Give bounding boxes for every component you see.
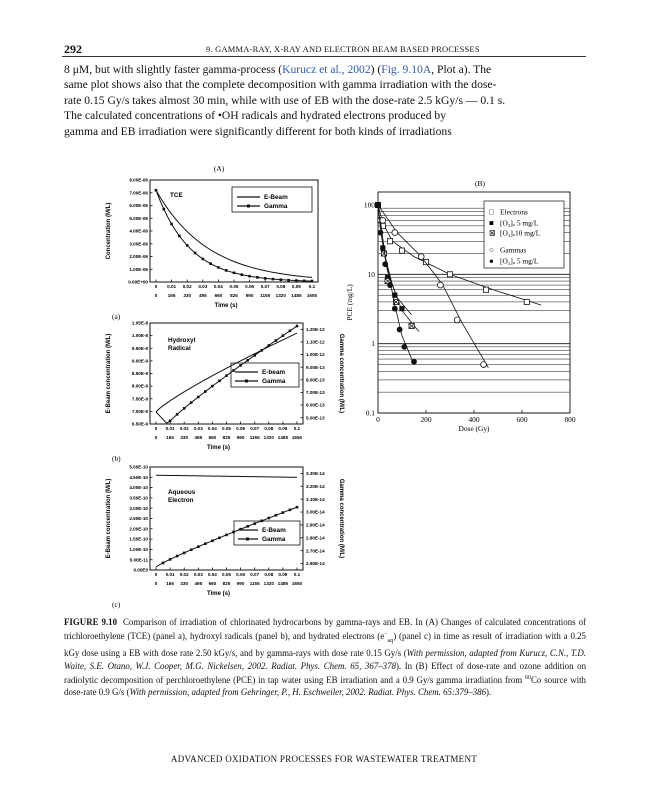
y-tick-right-label: 2.90E-14 (306, 522, 325, 528)
marker-electrons (483, 287, 488, 292)
citation-link[interactable]: Kurucz et al., 2002 (282, 63, 371, 76)
y-tick-right-label: 3.20E-14 (306, 483, 325, 489)
b-y-axis-label: PCE (mg/L) (345, 284, 354, 321)
y-axis-right-label: Gamma concentration (M/L) (338, 478, 344, 559)
x-tick-label-top: 0.04 (207, 572, 217, 577)
x-axis-label: Time (s) (207, 591, 230, 597)
y-axis-label: Concentration (M/L) (106, 202, 112, 260)
gamma-marker (287, 279, 290, 282)
y-tick-label: 4.00E-10 (129, 485, 148, 491)
gamma-marker (282, 511, 285, 514)
gamma-marker (194, 252, 197, 255)
legend-gamma-label: Gamma (264, 203, 288, 210)
y-tick-right-label: 6.00E-13 (306, 402, 325, 408)
b-legend-symbol: ○ (489, 245, 494, 255)
x-tick-label-top: 0.09 (291, 284, 301, 289)
marker-gammas (418, 254, 424, 260)
x-tick-label-top: 0.05 (229, 284, 239, 289)
x-tick-label-top: 0.09 (278, 426, 288, 431)
x-tick-label-bottom: 825 (230, 293, 238, 298)
x-tick-label-top: 0.05 (222, 426, 231, 431)
x-tick-label-top: 0.1 (308, 284, 316, 289)
b-x-tick-label: 0 (376, 415, 380, 424)
b-legend-label: Gammas (500, 245, 527, 255)
gamma-marker (275, 339, 278, 342)
gamma-marker (248, 275, 251, 278)
y-axis-right-label: Gamma concentration (M/L) (338, 333, 344, 414)
gamma-marker (296, 325, 299, 328)
footer: ADVANCED OXIDATION PROCESSES FOR WASTEWATER TREATMENT (170, 754, 478, 764)
y-tick-right-label: 3.00E-14 (306, 509, 325, 515)
gamma-marker (178, 235, 181, 238)
x-tick-label-bottom: 0 (154, 435, 158, 440)
gamma-marker (163, 208, 166, 211)
gamma-marker (169, 558, 172, 561)
x-axis-label: Time (s) (207, 445, 230, 451)
x-tick-label-bottom: 1320 (263, 435, 274, 440)
x-tick-label-bottom: 990 (245, 293, 254, 298)
y-tick-right-label: 2.70E-14 (306, 548, 325, 554)
x-tick-label-bottom: 1485 (291, 293, 302, 298)
gamma-marker (232, 531, 235, 534)
b-y-tick-label: 0.1 (365, 408, 375, 418)
x-tick-label-top: 0.08 (276, 284, 286, 289)
y-tick-label: 3.00E-06 (129, 241, 148, 247)
y-tick-label: 2.50E-10 (129, 516, 148, 522)
gamma-marker (295, 279, 298, 282)
gamma-marker (218, 536, 221, 539)
y-tick-label: 9.50E-9 (131, 345, 148, 351)
figure-link[interactable]: Fig. 9.10A (381, 63, 432, 76)
legend-ebeam-label: E-Beam (264, 194, 288, 201)
gamma-marker (225, 534, 228, 537)
b-y-tick-label: 1 (371, 339, 375, 349)
y-tick-right-label: 9.00E-13 (306, 364, 325, 370)
y-tick-right-label: 1.10E-12 (306, 339, 325, 345)
gamma-marker (246, 359, 249, 362)
x-tick-label-top: 0.04 (207, 426, 217, 431)
gamma-marker (253, 522, 256, 525)
x-tick-label-bottom: 990 (236, 435, 245, 440)
x-tick-label-top: 0.03 (198, 284, 208, 289)
b-legend-symbol: ● (489, 256, 494, 266)
gamma-marker (204, 390, 207, 393)
y-axis-label: E-Beam concentration (M/L) (106, 478, 112, 559)
marker-gammas-o3-5 (378, 230, 384, 236)
gamma-marker (260, 519, 263, 522)
y-axis-label: E-Beam concentration (M/L) (106, 333, 112, 414)
marker-electrons (387, 239, 392, 244)
panel-b-label: (B) (474, 179, 486, 188)
page-number: 292 (64, 42, 82, 56)
sub-panel-label: (a) (112, 312, 121, 321)
gamma-marker (209, 262, 212, 265)
x-tick-label-top: 0.06 (245, 284, 255, 289)
y-tick-label: 5.00E-10 (129, 464, 148, 470)
legend-gamma-marker (245, 380, 248, 383)
legend-gamma-label: Gamma (262, 378, 286, 385)
legend-gamma-marker (247, 205, 250, 208)
y-tick-label: 8.50E-9 (131, 371, 148, 377)
y-tick-label: 4.50E-10 (129, 474, 148, 480)
b-legend-label: Electrons (500, 207, 528, 217)
b-legend-label: [O₃]ₒ 5 mg/L (500, 218, 539, 228)
marker-gammas (454, 317, 460, 323)
curve-name-tce: TCE (170, 192, 183, 199)
y-tick-label: 1.50E-10 (129, 536, 148, 542)
x-tick-label-bottom: 1485 (277, 581, 289, 586)
curve-name-electron-2: Electron (168, 497, 194, 504)
y-tick-label: 5.00E-06 (129, 215, 148, 221)
x-tick-label-bottom: 1155 (249, 435, 260, 440)
b-y-tick-label: 100 (363, 200, 375, 210)
y-tick-right-label: 5.00E-13 (306, 415, 325, 421)
b-legend-label: [O₃]ₒ10 mg/L (500, 228, 541, 238)
x-tick-label-top: 0.02 (179, 426, 189, 431)
y-tick-right-label: 2.60E-14 (306, 561, 325, 567)
x-tick-label-bottom: 1320 (263, 581, 274, 586)
x-tick-label-bottom: 495 (194, 435, 203, 440)
marker-gammas-o3-5 (382, 261, 388, 267)
figure-caption: FIGURE 9.10 Comparison of irradiation of chlorinated hydrocarbons by gamma-rays and EB. In (A) Changes of calculated concentrations of trichloroethylene (TCE) (panel a), hydroxyl radicals (panel b), and hydrated electrons $(e^-_{aq})$ (panel c) in time as result of irradiation with a 0.25 kGy dose using a EB with dose rate 2.50 kGy/s, and by gamma-rays with dose rate 0.15 Gy/s (With permission, adapted from Kurucz, C.N., T.D. Waite, S.E. Otano, W.J. Cooper, M.G. Nickelsen, 2002. Radiat. Phys. Chem. 65, 367–378). In (B) Effect of dose-rate and ozone addition on radiolytic decomposition of perchloroethylene (PCE) in tap water using EB irradiation and a 0.9 Gy/s gamma irradiation from $^{60}$Co source with dose-rate 0.9 G/s (With permission, adapted from Gehringer, P., H. Eschweiler, 2002. Radiat. Phys. Chem. 65:379–386). (64, 617, 587, 698)
gamma-marker (303, 280, 306, 283)
y-tick-label: 2.00E-06 (129, 254, 148, 260)
marker-gammas-o3-5 (397, 327, 403, 333)
y-tick-label: 3.50E-10 (129, 495, 148, 501)
x-tick-label-top: 0.1 (293, 426, 301, 431)
sub-panel-label: (b) (112, 454, 121, 463)
gamma-marker (211, 385, 214, 388)
legend-gamma-label: Gamma (262, 536, 286, 543)
marker-gammas (481, 362, 487, 368)
gamma-marker (202, 258, 205, 261)
gamma-marker (296, 506, 299, 509)
gamma-marker (272, 278, 275, 281)
marker-gammas-o3-5 (411, 359, 417, 365)
marker-gammas-o3-5 (375, 202, 381, 208)
gamma-marker (239, 364, 242, 367)
x-tick-label-top: 0.05 (222, 572, 231, 577)
x-tick-label-top: 0.02 (182, 284, 192, 289)
running-title: 9. GAMMA-RAY, X-RAY AND ELECTRON BEAM BASED PROCESSES (206, 44, 480, 54)
y-tick-right-label: 8.00E-13 (306, 377, 325, 383)
gamma-marker (311, 280, 314, 283)
x-tick-label-top: 0.07 (250, 426, 260, 431)
gamma-marker (170, 223, 173, 226)
x-tick-label-bottom: 825 (222, 435, 231, 440)
legend-gamma-marker (246, 538, 249, 541)
gamma-marker (260, 349, 263, 352)
x-tick-label-bottom: 330 (183, 293, 192, 298)
x-tick-label-bottom: 0 (154, 581, 158, 586)
marker-gammas (380, 217, 386, 223)
x-tick-label-top: 0 (154, 284, 158, 289)
gamma-marker (268, 344, 271, 347)
body-paragraph: 8 μM, but with slightly faster gamma-process (Kurucz et al., 2002) (Fig. 9.10A, Plot a). The same plot shows also that the complete decomposition with gamma irradiation with the dose- rate 0.15 Gy/s takes almost 30 min, while with use of EB with the dose-rate 2.5 kGy/s — 0.1 s. The calculated concentrations of •OH radicals and hydrated electrons produced by gamma and EB irradiation were significantly different for both kinds of irradiations (64, 63, 506, 138)
marker-gammas-o3-5 (387, 282, 393, 288)
x-tick-label-bottom: 660 (208, 581, 217, 586)
x-tick-label-bottom: 825 (222, 581, 231, 586)
y-tick-right-label: 7.00E-13 (306, 390, 325, 396)
x-tick-label-top: 0.07 (250, 572, 260, 577)
x-tick-label-bottom: 1650 (306, 293, 318, 298)
x-tick-label-bottom: 165 (166, 435, 174, 440)
x-tick-label-top: 0.09 (278, 572, 288, 577)
gamma-marker (239, 528, 242, 531)
y-tick-right-label: 1.20E-12 (306, 326, 325, 332)
b-x-tick-label: 400 (468, 415, 480, 424)
b-y-tick-label: 10 (367, 269, 375, 279)
plot-frame (150, 467, 303, 570)
x-tick-label-top: 0 (154, 572, 158, 577)
x-tick-label-top: 0.07 (260, 284, 270, 289)
gamma-marker (289, 509, 292, 512)
gamma-marker (176, 555, 179, 558)
x-tick-label-top: 0.06 (236, 426, 246, 431)
gamma-marker (232, 369, 235, 372)
b-legend-symbol: □ (489, 207, 494, 217)
x-tick-label-bottom: 1155 (249, 581, 260, 586)
x-tick-label-top: 0.01 (165, 572, 175, 577)
series-gammas-o3-5 (378, 205, 414, 365)
x-tick-label-bottom: 660 (208, 435, 217, 440)
x-tick-label-bottom: 1485 (277, 435, 289, 440)
b-x-tick-label: 600 (516, 415, 528, 424)
caption-label: FIGURE 9.10 (64, 617, 118, 627)
y-tick-label: 8.00E-06 (129, 177, 148, 183)
gamma-marker (233, 271, 236, 274)
x-tick-label-top: 0 (154, 426, 158, 431)
gamma-marker (253, 354, 256, 357)
gamma-marker (197, 545, 200, 548)
marker-gammas (438, 282, 444, 288)
y-tick-label: 7.00E-9 (131, 408, 148, 414)
gamma-marker (155, 189, 158, 192)
gamma-marker (211, 539, 214, 542)
b-x-tick-label: 800 (564, 415, 576, 424)
gamma-marker (217, 266, 220, 269)
gamma-marker (280, 278, 283, 281)
gamma-marker (268, 517, 271, 520)
x-tick-label-bottom: 495 (194, 581, 203, 586)
x-tick-label-bottom: 990 (236, 581, 245, 586)
y-tick-label: 1.00E-06 (129, 266, 148, 272)
x-tick-label-bottom: 495 (198, 293, 207, 298)
gamma-marker (225, 269, 228, 272)
y-tick-label: 3.00E-10 (129, 505, 148, 511)
marker-gammas (392, 230, 398, 236)
x-tick-label-bottom: 1320 (275, 293, 286, 298)
b-legend-label: [O₃]ₒ 5 mg/L (500, 256, 539, 266)
gamma-marker (264, 277, 267, 280)
gamma-marker (169, 420, 172, 423)
marker-gammas-o3-5 (392, 306, 398, 312)
gamma-marker (183, 552, 186, 555)
panel-a-label: (A) (213, 164, 225, 173)
x-tick-label-top: 0.06 (236, 572, 246, 577)
curve-name-electron-1: Aqueous (168, 489, 196, 496)
x-tick-label-top: 0.1 (293, 572, 301, 577)
gamma-marker (256, 276, 259, 279)
y-tick-label: 7.50E-9 (131, 396, 148, 402)
x-tick-label-bottom: 660 (214, 293, 223, 298)
x-axis-label: Time (s) (214, 303, 238, 309)
y-tick-label: 0.00E+00 (128, 279, 148, 285)
y-tick-right-label: 3.10E-14 (306, 496, 325, 502)
gamma-marker (176, 413, 179, 416)
y-tick-right-label: 2.80E-14 (306, 535, 325, 541)
x-tick-label-bottom: 330 (180, 581, 189, 586)
x-tick-label-bottom: 1650 (291, 435, 303, 440)
y-tick-label: 8.00E-9 (131, 383, 148, 389)
x-tick-label-top: 0.08 (264, 426, 274, 431)
b-x-axis-label: Dose (Gy) (458, 424, 490, 433)
legend-ebeam-label: E-Beam (262, 527, 286, 534)
gamma-marker (190, 548, 193, 551)
x-tick-label-bottom: 330 (180, 435, 189, 440)
x-tick-label-top: 0.01 (165, 426, 175, 431)
x-tick-label-top: 0.03 (193, 572, 203, 577)
marker-gammas-o3-5 (402, 344, 408, 350)
gamma-marker (218, 380, 221, 383)
gamma-marker (241, 273, 244, 276)
x-tick-label-top: 0.01 (167, 284, 177, 289)
y-tick-label: 2.00E-10 (129, 526, 148, 532)
y-tick-label: 4.00E-06 (129, 228, 148, 234)
gamma-marker (225, 374, 228, 377)
gamma-marker (186, 244, 189, 247)
y-tick-label: 1.05E-8 (131, 320, 148, 326)
curve-name-hydroxyl-2: Radical (168, 345, 191, 352)
b-legend-symbol: ⊠ (489, 228, 496, 238)
gamma-marker (275, 514, 278, 517)
y-tick-label: 7.00E-06 (129, 190, 148, 196)
gamma-marker (289, 330, 292, 333)
y-tick-right-label: 3.30E-14 (306, 471, 325, 477)
marker-electrons (399, 248, 404, 253)
gamma-marker (197, 396, 200, 399)
x-tick-label-bottom: 1650 (291, 581, 303, 586)
y-tick-label: 5.00E-11 (129, 557, 148, 563)
gamma-marker (190, 401, 193, 404)
marker-electrons (447, 272, 452, 277)
x-tick-label-top: 0.08 (264, 572, 274, 577)
y-tick-label: 1.00E-10 (129, 547, 148, 552)
x-tick-label-top: 0.03 (193, 426, 203, 431)
x-tick-label-top: 0.02 (179, 572, 189, 577)
sub-panel-label: (c) (112, 600, 121, 609)
gamma-marker (204, 542, 207, 545)
marker-electrons (524, 299, 529, 304)
y-tick-label: 9.00E-9 (131, 358, 148, 364)
y-tick-right-label: 1.00E-12 (306, 352, 325, 358)
y-tick-label: 1.00E-8 (131, 333, 148, 339)
x-tick-label-top: 0.04 (213, 284, 223, 289)
legend-ebeam-label: E-beam (262, 369, 286, 376)
x-tick-label-bottom: 1155 (260, 293, 271, 298)
gamma-marker (162, 562, 165, 565)
y-tick-label: 0.00E0 (133, 567, 148, 573)
x-tick-label-bottom: 165 (166, 581, 174, 586)
b-x-tick-label: 200 (420, 415, 432, 424)
gamma-marker (246, 525, 249, 528)
gamma-marker (282, 334, 285, 337)
b-legend-symbol: ■ (489, 218, 494, 228)
gamma-marker (183, 407, 186, 410)
y-tick-label: 6.00E-06 (129, 203, 148, 209)
x-tick-label-bottom: 165 (167, 293, 176, 298)
y-tick-label: 6.50E-9 (131, 421, 148, 427)
curve-name-hydroxyl-1: Hydroxyl (168, 337, 196, 344)
electron-ebeam-curve (156, 475, 297, 477)
x-tick-label-bottom: 0 (154, 293, 158, 298)
